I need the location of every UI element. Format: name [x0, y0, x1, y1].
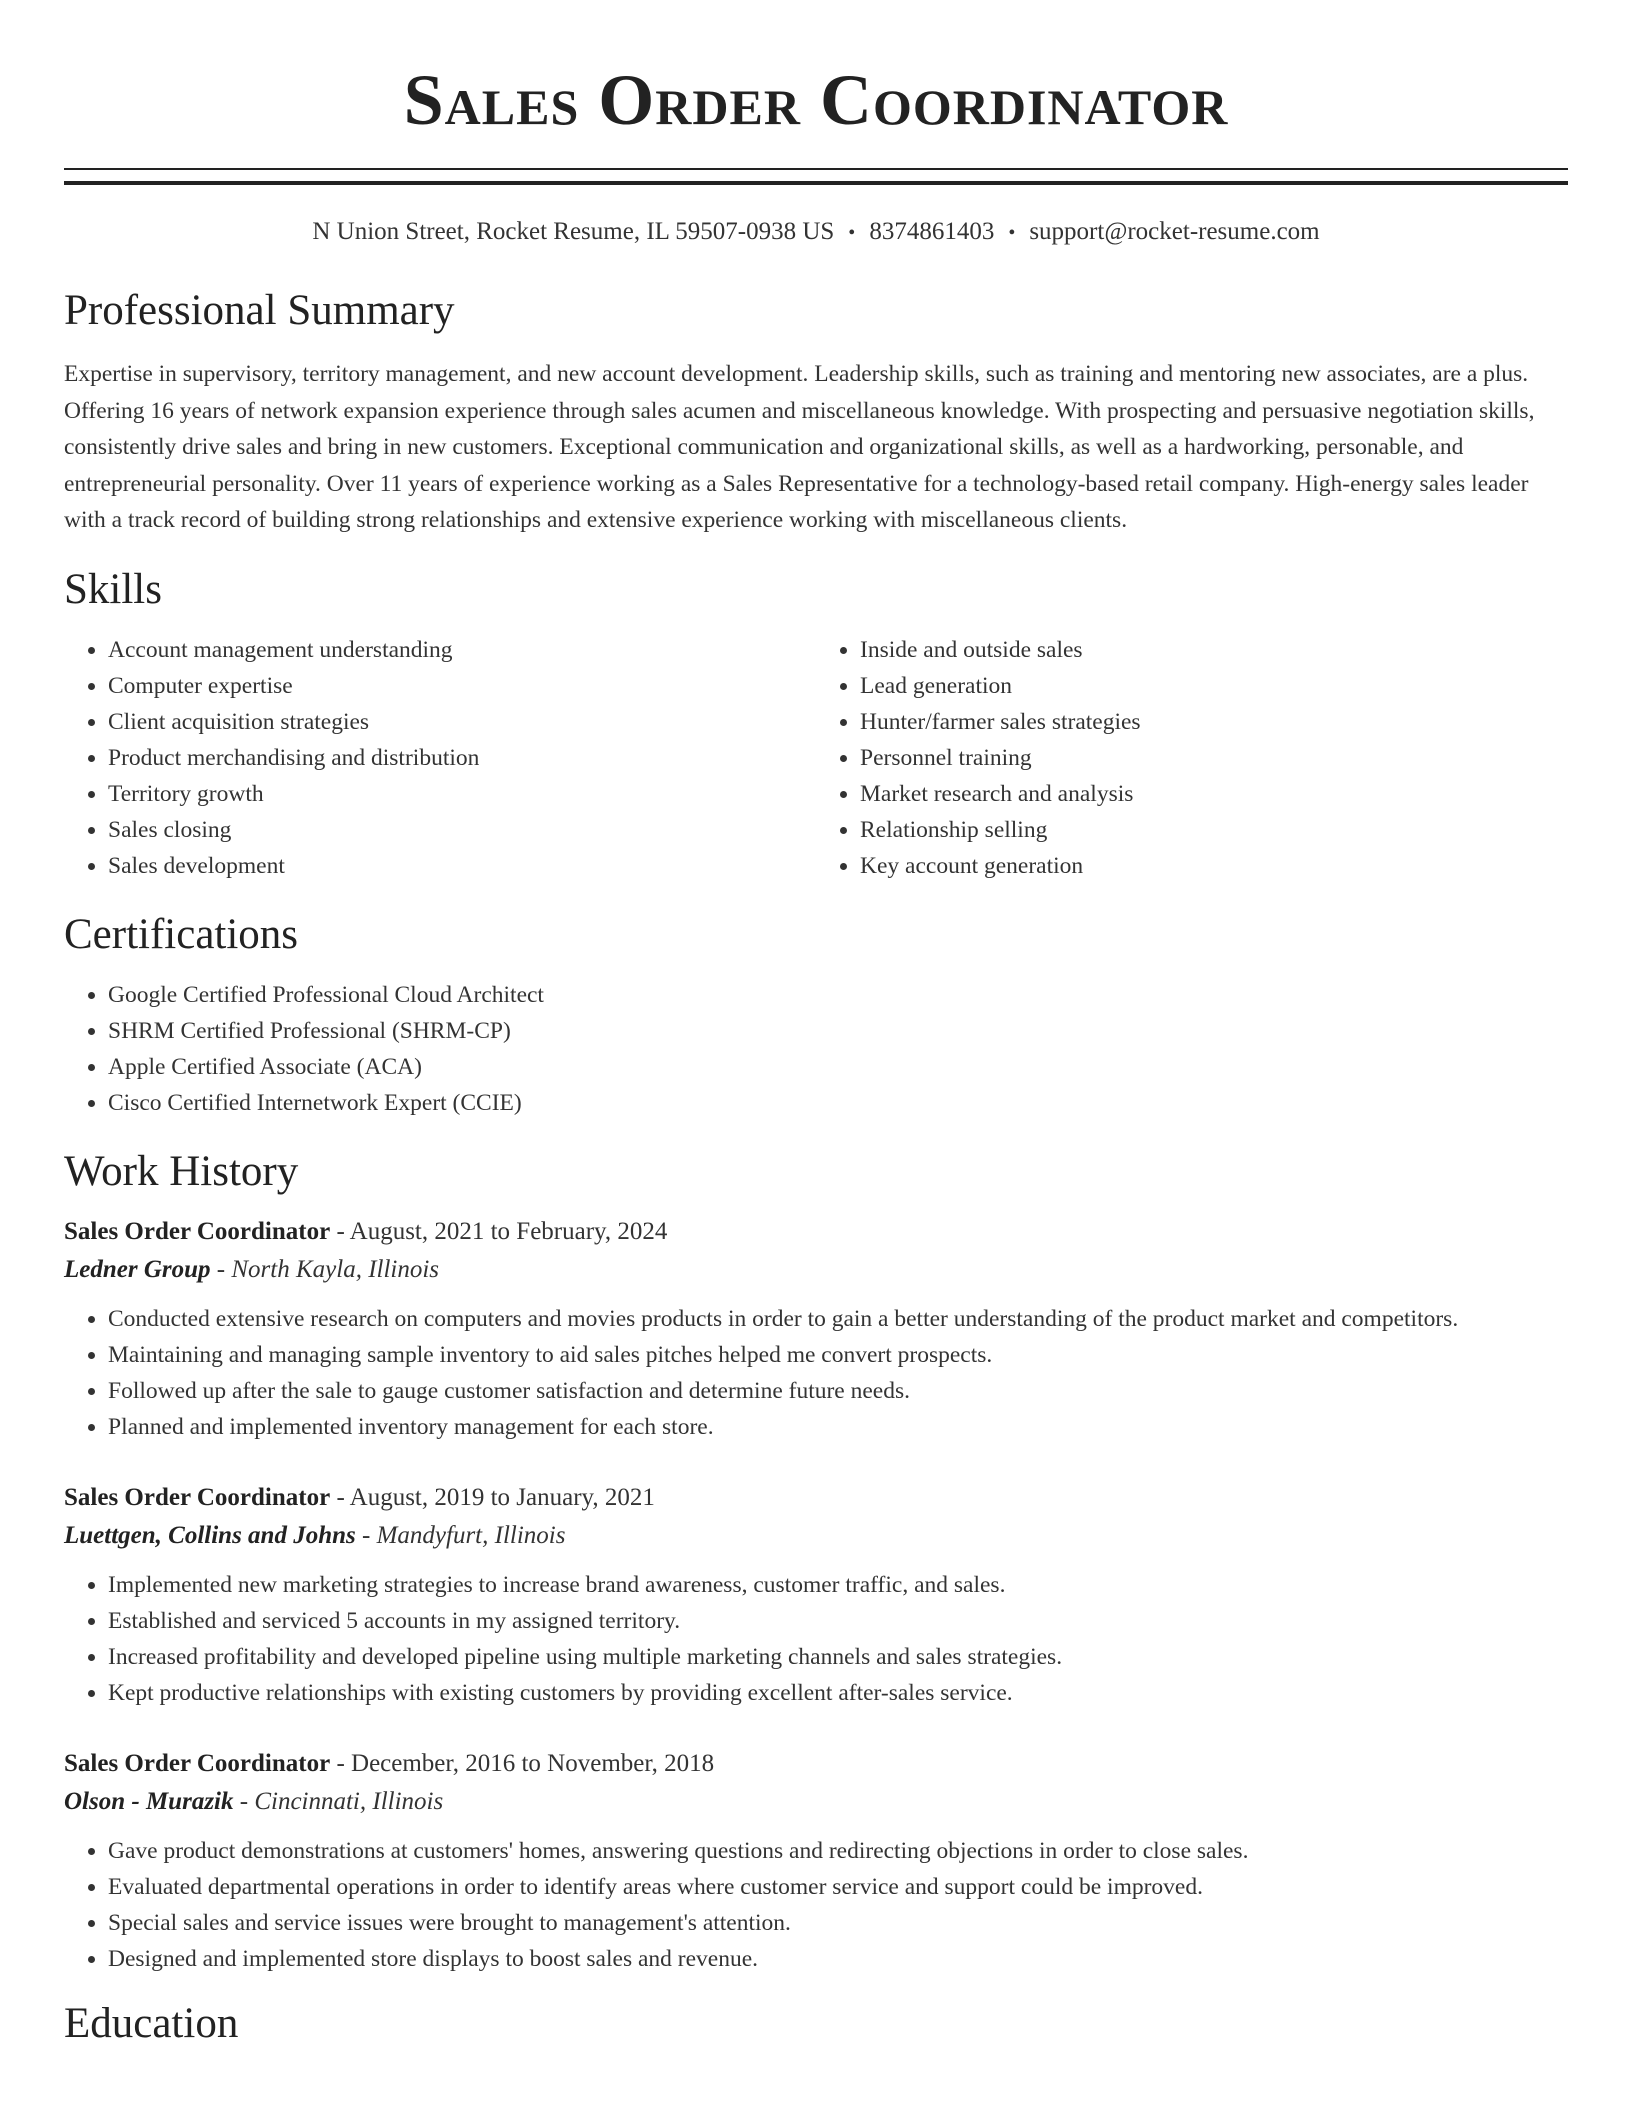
job-dates: - August, 2019 to January, 2021 [330, 1483, 655, 1511]
job-bullet: • Established and serviced 5 accounts in my assigned territory. [108, 1603, 1568, 1639]
skill-item: • Relationship selling [860, 812, 1568, 848]
job-company: Olson - Murazik [64, 1787, 234, 1815]
job-bullet: • Evaluated departmental operations in order to identify areas where customer service and support could be improved. [108, 1869, 1568, 1905]
skill-item: • Product merchandising and distribution [108, 740, 816, 776]
section-title-certifications: Certifications [64, 910, 299, 958]
certification-item: • Cisco Certified Internetwork Expert (CCIE) [108, 1085, 1568, 1121]
job-entry [64, 1745, 1568, 1977]
job-entry [64, 1213, 1568, 1445]
certification-item: • Apple Certified Associate (ACA) [108, 1049, 1568, 1085]
skill-item: • Sales closing [108, 812, 816, 848]
job-bullets [64, 1301, 1568, 1445]
header-divider [64, 168, 1568, 185]
job-bullets [64, 1567, 1568, 1711]
skill-item: • Computer expertise [108, 668, 816, 704]
job-bullets [64, 1833, 1568, 1977]
job-bullet: • Maintaining and managing sample inventory to aid sales pitches helped me convert prospects. [108, 1337, 1568, 1373]
job-company-line [64, 1517, 1568, 1555]
job-role: Sales Order Coordinator [64, 1217, 331, 1245]
job-bullet: • Kept productive relationships with existing customers by providing excellent after-sales service. [108, 1675, 1568, 1711]
job-role: Sales Order Coordinator [64, 1749, 331, 1777]
job-company-line [64, 1251, 1568, 1289]
contact-line [64, 217, 1568, 248]
section-title-education: Education [64, 1999, 239, 2047]
job-location: - North Kayla, Illinois [210, 1255, 440, 1283]
job-company: Luettgen, Collins and Johns [64, 1521, 356, 1549]
job-location: - Cincinnati, Illinois [233, 1787, 444, 1815]
skill-item: • Key account generation [860, 848, 1568, 884]
skill-item: • Sales development [108, 848, 816, 884]
job-bullet: • Implemented new marketing strategies to increase brand awareness, customer traffic, and sales. [108, 1567, 1568, 1603]
skills-list-left [64, 632, 816, 884]
skill-item: • Lead generation [860, 668, 1568, 704]
skill-item: • Account management understanding [108, 632, 816, 668]
job-bullet: • Increased profitability and developed pipeline using multiple marketing channels and sales strategies. [108, 1639, 1568, 1675]
skill-item: • Inside and outside sales [860, 632, 1568, 668]
job-title-line [64, 1213, 1568, 1251]
contact-address: N Union Street, Rocket Resume, IL 59507-0938 US [312, 218, 835, 245]
job-company: Ledner Group [64, 1255, 211, 1283]
job-dates: - August, 2021 to February, 2024 [330, 1217, 668, 1245]
job-bullet: • Gave product demonstrations at customers' homes, answering questions and redirecting objections in order to close sales. [108, 1833, 1568, 1869]
skill-item: • Client acquisition strategies [108, 704, 816, 740]
job-dates: - December, 2016 to November, 2018 [330, 1749, 715, 1777]
certification-item: • SHRM Certified Professional (SHRM-CP) [108, 1013, 1568, 1049]
section-title-summary: Professional Summary [64, 287, 455, 334]
job-bullet: • Planned and implemented inventory management for each store. [108, 1409, 1568, 1445]
section-title-work-history: Work History [64, 1147, 299, 1195]
skill-item: • Territory growth [108, 776, 816, 812]
job-location: - Mandyfurt, Illinois [355, 1521, 566, 1549]
job-title-line [64, 1745, 1568, 1783]
skills-list-right [816, 632, 1568, 884]
skill-item: • Personnel training [860, 740, 1568, 776]
contact-separator: • [848, 222, 856, 244]
section-title-skills: Skills [64, 565, 162, 613]
job-title-line [64, 1479, 1568, 1517]
summary-text: Expertise in supervisory, territory management, and new account development. Leadership skills, such as training and mentoring new associates, are a plus. Offering 16 years of network expansion experience through sales acumen and miscellaneous knowledge. With prospecting and persuasive negotiation skills, consistently drive sales and bring in new customers. Exceptional communication and organizational skills, as well as a hardworking, personable, and entrepreneurial personality. Over 11 years of experience working as a Sales Representative for a technology-based retail company. High-energy sales leader with a track record of building strong relationships and extensive experience working with miscellaneous clients. [64, 361, 1535, 533]
job-bullet: • Conducted extensive research on computers and movies products in order to gain a better understanding of the product market and competitors. [108, 1301, 1568, 1337]
job-bullet: • Followed up after the sale to gauge customer satisfaction and determine future needs. [108, 1373, 1568, 1409]
skills-columns [64, 632, 1568, 884]
resume-name: Sales Order Coordinator [403, 60, 1229, 140]
certification-item: • Google Certified Professional Cloud Architect [108, 977, 1568, 1013]
contact-email: support@rocket-resume.com [1029, 218, 1320, 245]
contact-separator: • [1008, 222, 1016, 244]
job-bullet: • Designed and implemented store displays to boost sales and revenue. [108, 1941, 1568, 1977]
skill-item: • Hunter/farmer sales strategies [860, 704, 1568, 740]
job-bullet: • Special sales and service issues were brought to management's attention. [108, 1905, 1568, 1941]
job-company-line [64, 1783, 1568, 1821]
contact-phone: 8374861403 [869, 218, 995, 245]
certifications-list [64, 977, 1568, 1121]
skill-item: • Market research and analysis [860, 776, 1568, 812]
job-entry [64, 1479, 1568, 1711]
job-role: Sales Order Coordinator [64, 1483, 331, 1511]
